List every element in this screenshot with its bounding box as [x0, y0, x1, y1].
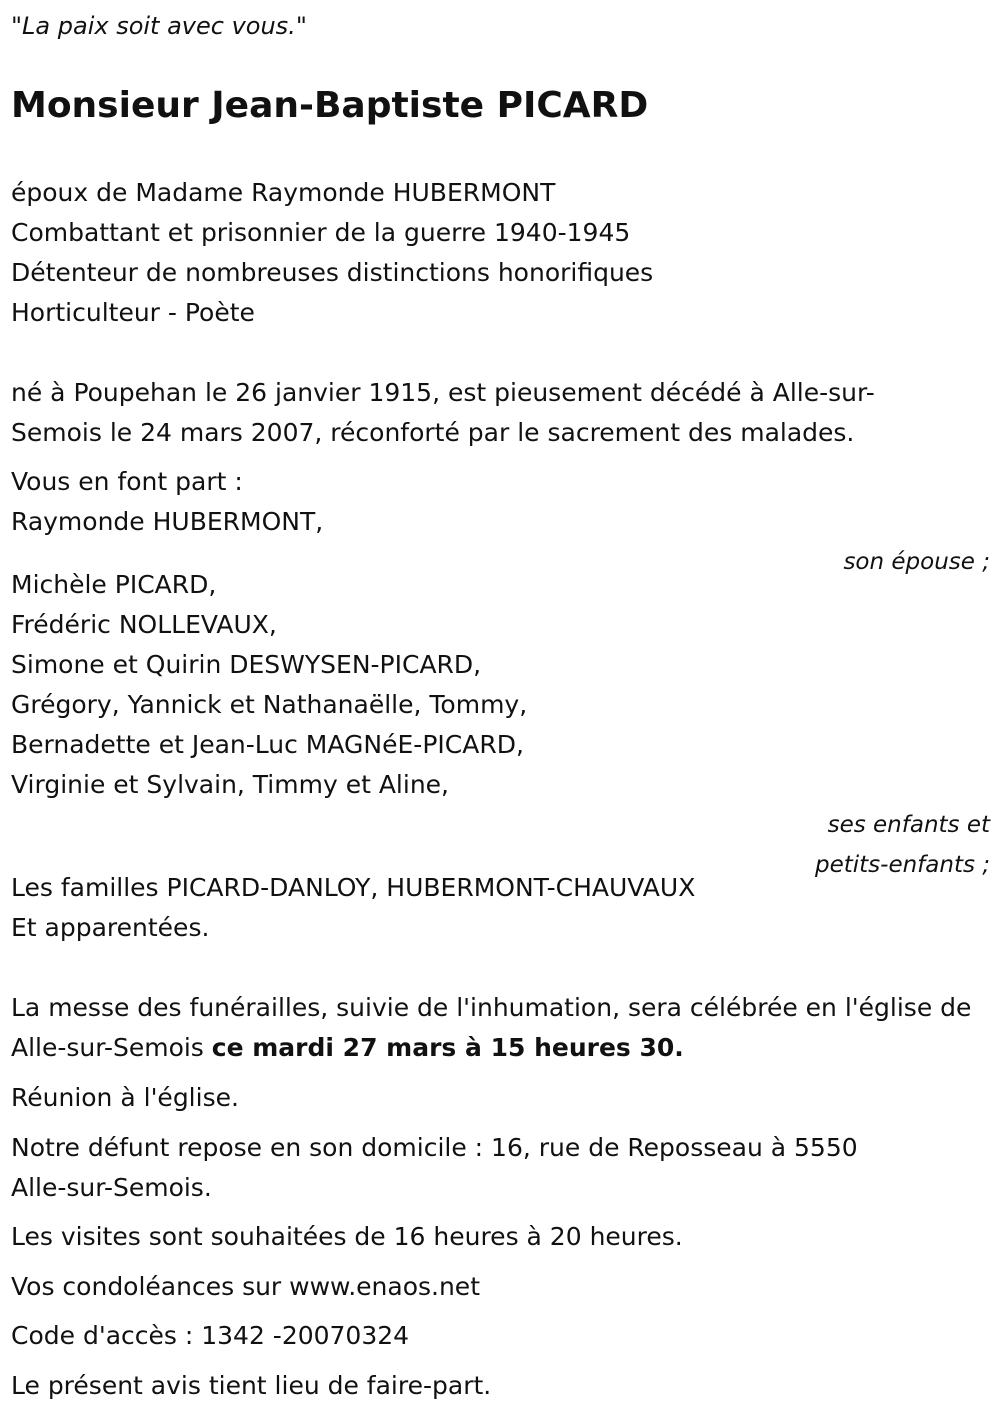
funeral-datetime: ce mardi 27 mars à 15 heures 30. — [211, 1033, 684, 1062]
announce-block — [11, 462, 990, 582]
meeting-line: Réunion à l'église. — [11, 1083, 239, 1112]
deceased-name: Monsieur Jean-Baptiste PICARD — [11, 85, 649, 126]
child-line: Simone et Quirin DESWYSEN-PICARD, — [11, 650, 482, 679]
access-code-line: Code d'accès : 1342 -20070324 — [11, 1321, 410, 1350]
opening-quote: "La paix soit avec vous." — [11, 12, 307, 40]
title-line: époux de Madame Raymonde HUBERMONT — [11, 178, 556, 207]
title-line: Combattant et prisonnier de la guerre 1940-1945 — [11, 218, 631, 247]
notice-line: Le présent avis tient lieu de faire-part. — [11, 1371, 492, 1400]
children-relation-line2: petits-enfants ; — [814, 852, 990, 878]
spouse-relation: son épouse ; — [843, 549, 990, 575]
title-line: Détenteur de nombreuses distinctions honorifiques — [11, 258, 654, 287]
children-block — [11, 565, 990, 885]
announce-intro: Vous en font part : — [11, 467, 243, 496]
visits-line: Les visites sont souhaitées de 16 heures à 20 heures. — [11, 1222, 683, 1251]
child-line: Michèle PICARD, — [11, 570, 217, 599]
child-line: Grégory, Yannick et Nathanaëlle, Tommy, — [11, 690, 528, 719]
child-line: Frédéric NOLLEVAUX, — [11, 610, 277, 639]
children-relation-line1: ses enfants et — [827, 812, 990, 838]
titles-block — [11, 173, 990, 333]
child-line: Virginie et Sylvain, Timmy et Aline, — [11, 770, 450, 799]
families-block — [11, 868, 990, 948]
child-line: Bernadette et Jean-Luc MAGNéE-PICARD, — [11, 730, 524, 759]
families-line: Les familles PICARD-DANLOY, HUBERMONT-CHAUVAUX — [11, 873, 696, 902]
funeral-paragraph — [11, 988, 990, 1068]
families-line: Et apparentées. — [11, 913, 210, 942]
title-line: Horticulteur - Poète — [11, 298, 255, 327]
spouse-name: Raymonde HUBERMONT, — [11, 507, 324, 536]
rest-paragraph: Notre défunt repose en son domicile : 16, rue de Reposseau à 5550 Alle-sur-Semois. — [11, 1133, 858, 1202]
condolences-line: Vos condoléances sur www.enaos.net — [11, 1272, 480, 1301]
birth-death-paragraph: né à Poupehan le 26 janvier 1915, est pieusement décédé à Alle-sur-Semois le 24 mars 2007, réconforté par le sacrement des malades. — [11, 378, 875, 447]
funeral-text: La messe des funérailles, suivie de l'inhumation, sera célébrée en l'église de Alle-sur-Semois — [11, 993, 972, 1062]
